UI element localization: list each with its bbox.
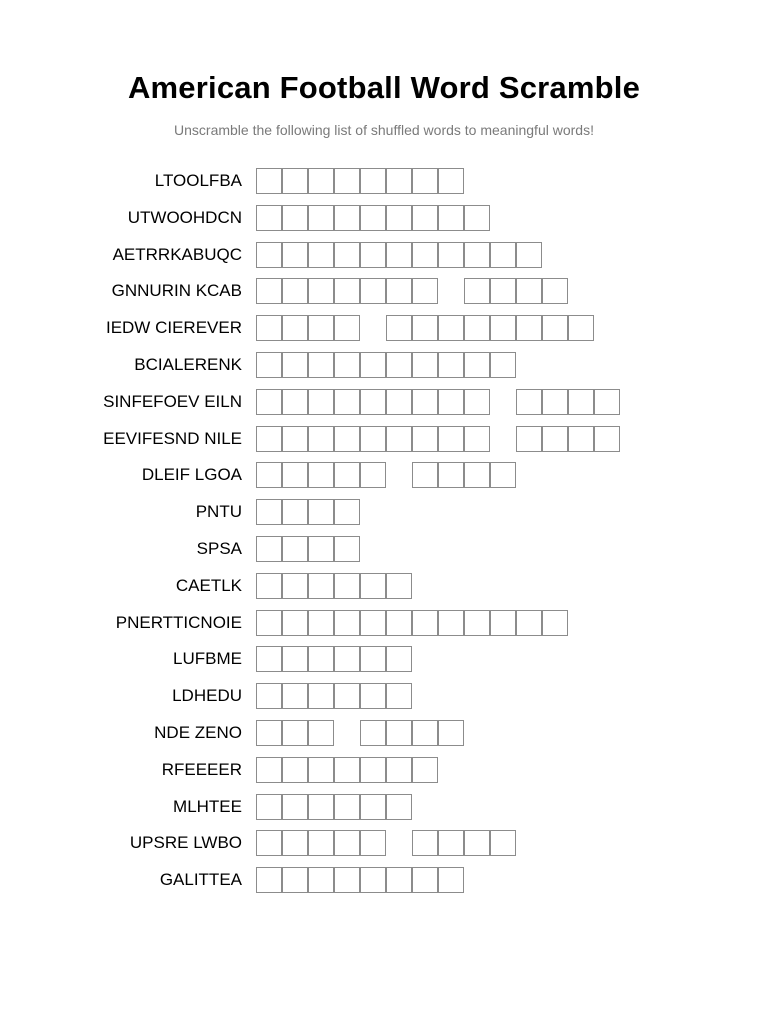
letter-box[interactable] [282, 610, 308, 636]
letter-box[interactable] [438, 168, 464, 194]
letter-box[interactable] [308, 462, 334, 488]
letter-box[interactable] [334, 315, 360, 341]
letter-box[interactable] [256, 720, 282, 746]
letter-box[interactable] [360, 794, 386, 820]
letter-box[interactable] [412, 278, 438, 304]
letter-box[interactable] [386, 278, 412, 304]
letter-box[interactable] [386, 757, 412, 783]
letter-box[interactable] [256, 426, 282, 452]
letter-box[interactable] [568, 426, 594, 452]
letter-box[interactable] [256, 830, 282, 856]
letter-box[interactable] [412, 867, 438, 893]
scrambled-word: GALITTEA [159, 870, 242, 890]
letter-box[interactable] [282, 168, 308, 194]
letter-box[interactable] [464, 389, 490, 415]
letter-box[interactable] [464, 426, 490, 452]
letter-box[interactable] [360, 646, 386, 672]
letter-box[interactable] [308, 683, 334, 709]
letter-box[interactable] [386, 352, 412, 378]
scrambled-word: UTWOOHDCN [127, 207, 242, 227]
puzzle-row [0, 499, 768, 525]
puzzle-row [0, 315, 768, 341]
letter-box[interactable] [490, 830, 516, 856]
letter-box[interactable] [490, 242, 516, 268]
letter-box[interactable] [412, 757, 438, 783]
letter-box[interactable] [412, 462, 438, 488]
puzzle-row [0, 573, 768, 599]
letter-box[interactable] [386, 389, 412, 415]
letter-box[interactable] [334, 168, 360, 194]
letter-box[interactable] [256, 683, 282, 709]
letter-box[interactable] [516, 315, 542, 341]
puzzle-row [0, 830, 768, 856]
letter-box[interactable] [282, 573, 308, 599]
letter-box[interactable] [542, 610, 568, 636]
letter-box[interactable] [256, 462, 282, 488]
letter-box[interactable] [464, 462, 490, 488]
letter-box[interactable] [256, 536, 282, 562]
scrambled-word: SINFEFOEV EILN [103, 391, 242, 411]
letter-box[interactable] [438, 242, 464, 268]
letter-box[interactable] [412, 426, 438, 452]
letter-box[interactable] [490, 610, 516, 636]
puzzle-row [0, 610, 768, 636]
scrambled-word: LUFBME [173, 649, 242, 669]
letter-box[interactable] [412, 389, 438, 415]
letter-box[interactable] [256, 242, 282, 268]
puzzle-row [0, 278, 768, 304]
letter-box[interactable] [282, 757, 308, 783]
letter-box[interactable] [386, 646, 412, 672]
letter-box[interactable] [334, 610, 360, 636]
letter-box[interactable] [256, 573, 282, 599]
letter-box[interactable] [308, 168, 334, 194]
letter-box[interactable] [568, 389, 594, 415]
letter-box[interactable] [412, 830, 438, 856]
puzzle-row [0, 794, 768, 820]
letter-box[interactable] [256, 352, 282, 378]
scrambled-word: RFEEEER [161, 759, 242, 779]
letter-box[interactable] [334, 646, 360, 672]
letter-box[interactable] [412, 205, 438, 231]
letter-box[interactable] [386, 720, 412, 746]
letter-box[interactable] [334, 242, 360, 268]
letter-box[interactable] [386, 573, 412, 599]
letter-box[interactable] [438, 426, 464, 452]
letter-box[interactable] [308, 610, 334, 636]
letter-box[interactable] [308, 499, 334, 525]
letter-box[interactable] [282, 683, 308, 709]
letter-box[interactable] [256, 610, 282, 636]
letter-box[interactable] [542, 389, 568, 415]
puzzle-row [0, 205, 768, 231]
letter-box[interactable] [282, 242, 308, 268]
letter-box[interactable] [516, 242, 542, 268]
letter-box[interactable] [334, 757, 360, 783]
letter-box[interactable] [308, 242, 334, 268]
letter-box[interactable] [464, 352, 490, 378]
letter-box[interactable] [568, 315, 594, 341]
letter-box[interactable] [282, 352, 308, 378]
letter-box[interactable] [464, 610, 490, 636]
letter-box[interactable] [360, 610, 386, 636]
letter-box[interactable] [360, 242, 386, 268]
letter-box[interactable] [256, 315, 282, 341]
puzzle-row [0, 389, 768, 415]
letter-box[interactable] [256, 499, 282, 525]
letter-box[interactable] [334, 499, 360, 525]
letter-box[interactable] [360, 867, 386, 893]
letter-box[interactable] [334, 426, 360, 452]
letter-box[interactable] [282, 315, 308, 341]
letter-box[interactable] [308, 278, 334, 304]
letter-box[interactable] [516, 610, 542, 636]
letter-box[interactable] [386, 610, 412, 636]
letter-box[interactable] [282, 720, 308, 746]
letter-box[interactable] [256, 646, 282, 672]
letter-box[interactable] [438, 867, 464, 893]
letter-box[interactable] [360, 352, 386, 378]
scrambled-word: AETRRKABUQC [112, 244, 242, 264]
letter-box[interactable] [282, 536, 308, 562]
puzzle-row [0, 462, 768, 488]
scrambled-word: UPSRE LWBO [129, 833, 242, 853]
letter-box[interactable] [542, 278, 568, 304]
letter-box[interactable] [594, 389, 620, 415]
letter-box[interactable] [282, 830, 308, 856]
scrambled-word: BCIALERENK [134, 355, 242, 374]
letter-box[interactable] [282, 205, 308, 231]
letter-box[interactable] [256, 794, 282, 820]
scrambled-word: LDHEDU [172, 686, 242, 706]
letter-box[interactable] [542, 426, 568, 452]
puzzle-row [0, 720, 768, 746]
letter-box[interactable] [334, 573, 360, 599]
letter-box[interactable] [308, 646, 334, 672]
scrambled-word: LTOOLFBA [154, 171, 242, 190]
puzzle-row [0, 536, 768, 562]
letter-box[interactable] [438, 315, 464, 341]
letter-box[interactable] [490, 352, 516, 378]
scrambled-word: PNTU [195, 502, 242, 522]
letter-box[interactable] [308, 720, 334, 746]
puzzle-row [0, 757, 768, 783]
letter-box[interactable] [360, 389, 386, 415]
letter-box[interactable] [490, 278, 516, 304]
scrambled-word: CAETLK [175, 575, 242, 595]
letter-box[interactable] [334, 389, 360, 415]
letter-box[interactable] [308, 205, 334, 231]
letter-box[interactable] [516, 389, 542, 415]
letter-box[interactable] [438, 205, 464, 231]
letter-box[interactable] [334, 794, 360, 820]
letter-box[interactable] [386, 683, 412, 709]
scrambled-word: NDE ZENO [154, 723, 242, 742]
letter-box[interactable] [360, 757, 386, 783]
letter-box[interactable] [360, 168, 386, 194]
letter-box[interactable] [308, 757, 334, 783]
letter-box[interactable] [360, 683, 386, 709]
letter-box[interactable] [256, 168, 282, 194]
puzzle-row [0, 646, 768, 672]
letter-box[interactable] [256, 278, 282, 304]
puzzle-row [0, 168, 768, 194]
letter-box[interactable] [334, 867, 360, 893]
letter-box[interactable] [282, 426, 308, 452]
letter-box[interactable] [256, 867, 282, 893]
worksheet-title: American Football Word Scramble [127, 70, 641, 105]
letter-box[interactable] [412, 720, 438, 746]
letter-box[interactable] [308, 536, 334, 562]
letter-box[interactable] [516, 426, 542, 452]
puzzle-row [0, 867, 768, 893]
letter-box[interactable] [282, 794, 308, 820]
worksheet-subtitle: Unscramble the following list of shuffled words to meaningful words! [174, 122, 594, 138]
letter-box[interactable] [386, 794, 412, 820]
puzzle-row [0, 242, 768, 268]
letter-box[interactable] [360, 426, 386, 452]
letter-box[interactable] [360, 573, 386, 599]
scrambled-word: SPSA [196, 539, 242, 558]
letter-box[interactable] [308, 315, 334, 341]
letter-box[interactable] [308, 573, 334, 599]
letter-box[interactable] [282, 389, 308, 415]
letter-box[interactable] [464, 830, 490, 856]
letter-box[interactable] [308, 830, 334, 856]
letter-box[interactable] [594, 426, 620, 452]
puzzle-row [0, 426, 768, 452]
letter-box[interactable] [334, 205, 360, 231]
letter-box[interactable] [256, 389, 282, 415]
letter-box[interactable] [282, 646, 308, 672]
letter-box[interactable] [360, 205, 386, 231]
letter-box[interactable] [360, 462, 386, 488]
letter-box[interactable] [464, 205, 490, 231]
letter-box[interactable] [412, 315, 438, 341]
letter-box[interactable] [438, 830, 464, 856]
letter-box[interactable] [334, 683, 360, 709]
letter-box[interactable] [412, 168, 438, 194]
scrambled-word: PNERTTICNOIE [115, 612, 242, 632]
letter-box[interactable] [386, 242, 412, 268]
letter-box[interactable] [412, 242, 438, 268]
letter-box[interactable] [360, 830, 386, 856]
letter-box[interactable] [438, 352, 464, 378]
letter-box[interactable] [308, 352, 334, 378]
letter-box[interactable] [308, 389, 334, 415]
letter-box[interactable] [282, 867, 308, 893]
letter-box[interactable] [438, 462, 464, 488]
letter-box[interactable] [308, 794, 334, 820]
letter-box[interactable] [256, 205, 282, 231]
letter-box[interactable] [516, 278, 542, 304]
letter-box[interactable] [490, 462, 516, 488]
letter-box[interactable] [334, 352, 360, 378]
scrambled-word: DLEIF LGOA [141, 465, 242, 485]
letter-box[interactable] [334, 462, 360, 488]
letter-box[interactable] [334, 278, 360, 304]
scrambled-word: MLHTEE [173, 796, 242, 816]
puzzle-row [0, 352, 768, 378]
letter-box[interactable] [464, 278, 490, 304]
letter-box[interactable] [490, 315, 516, 341]
letter-box[interactable] [542, 315, 568, 341]
letter-box[interactable] [386, 867, 412, 893]
letter-box[interactable] [438, 389, 464, 415]
letter-box[interactable] [282, 278, 308, 304]
scrambled-word: GNNURIN KCAB [111, 281, 242, 301]
scrambled-word: IEDW CIEREVER [105, 318, 242, 338]
letter-box[interactable] [386, 205, 412, 231]
letter-box[interactable] [256, 757, 282, 783]
letter-box[interactable] [386, 168, 412, 194]
letter-box[interactable] [438, 610, 464, 636]
letter-box[interactable] [386, 315, 412, 341]
letter-box[interactable] [464, 315, 490, 341]
letter-box[interactable] [360, 278, 386, 304]
letter-box[interactable] [308, 867, 334, 893]
letter-box[interactable] [412, 610, 438, 636]
letter-box[interactable] [282, 499, 308, 525]
scrambled-word: EEVIFESND NILE [103, 428, 242, 448]
letter-box[interactable] [282, 462, 308, 488]
letter-box[interactable] [334, 830, 360, 856]
letter-box[interactable] [360, 720, 386, 746]
letter-box[interactable] [308, 426, 334, 452]
letter-box[interactable] [438, 720, 464, 746]
letter-box[interactable] [464, 242, 490, 268]
letter-box[interactable] [334, 536, 360, 562]
letter-box[interactable] [412, 352, 438, 378]
puzzle-row [0, 683, 768, 709]
letter-box[interactable] [386, 426, 412, 452]
